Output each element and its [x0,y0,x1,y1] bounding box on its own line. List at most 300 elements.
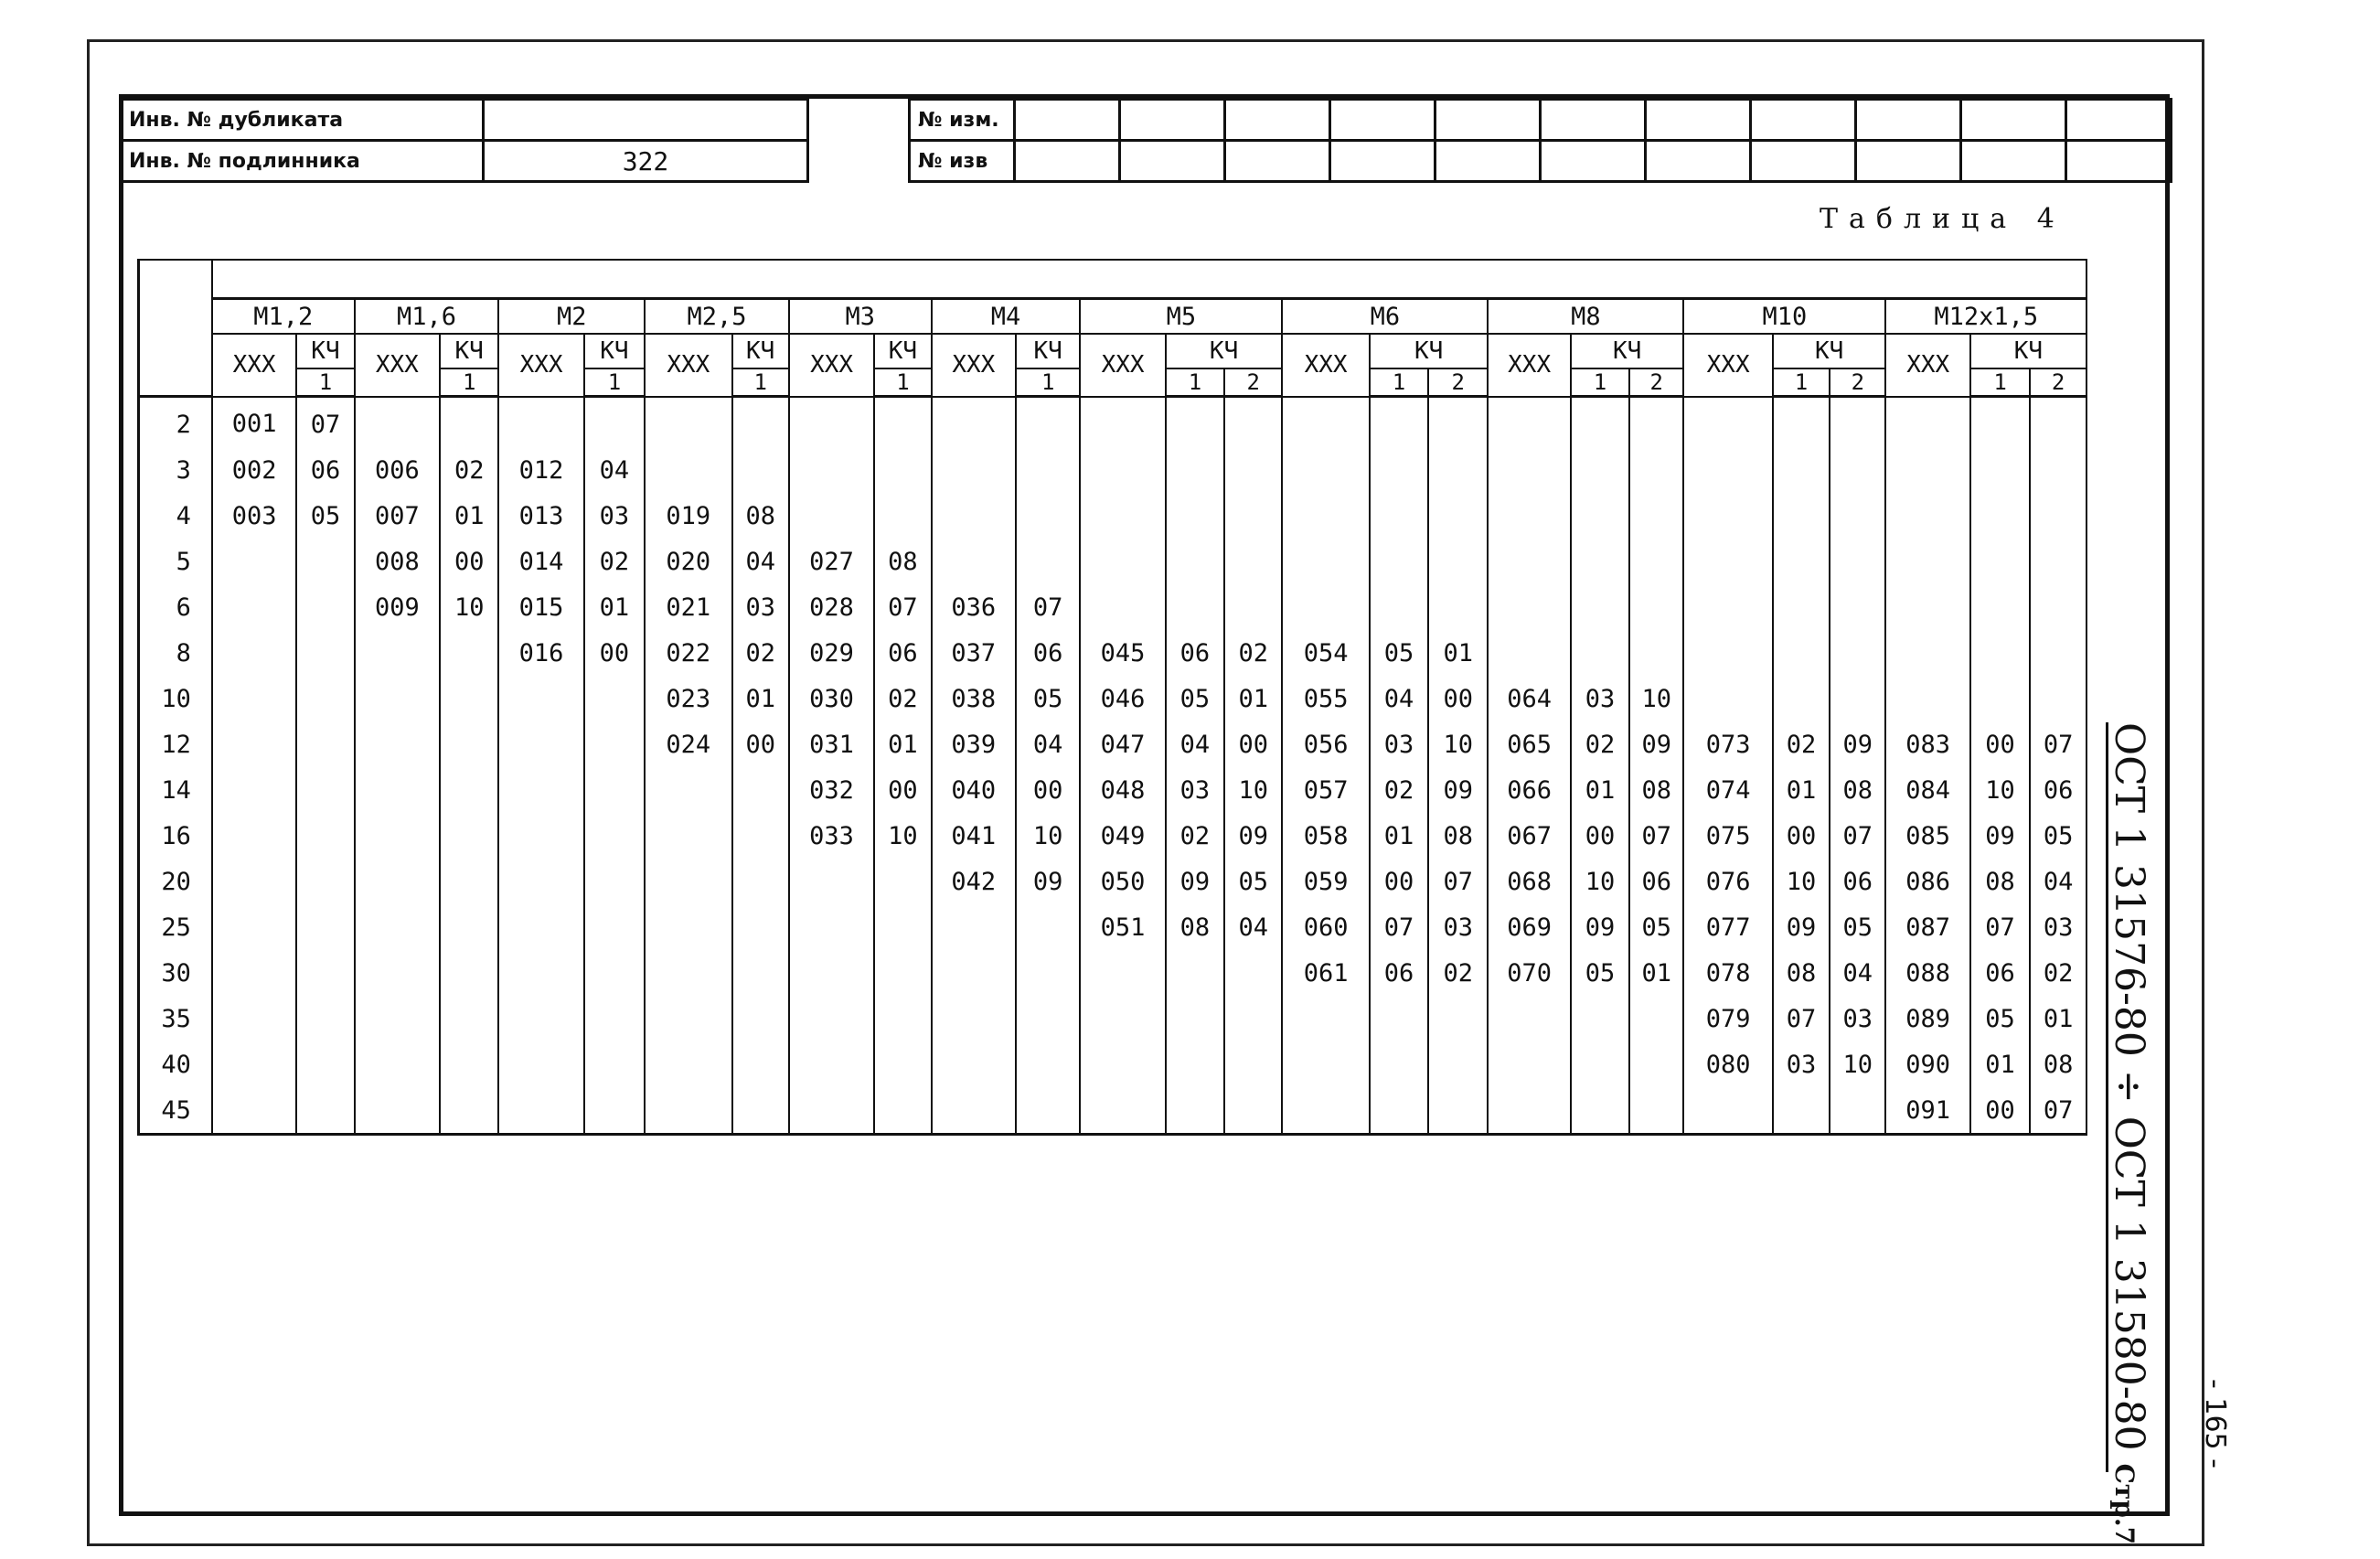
table-cell [732,397,789,448]
table-cell: 086 [1885,859,1969,904]
table-cell: 05 [1016,676,1080,721]
size-header: M3 [789,299,932,335]
kch-header: КЧ [1571,334,1684,368]
table-cell [1016,904,1080,950]
table-cell: 01 [1224,676,1282,721]
table-cell [1571,1041,1629,1087]
header-band [139,260,2087,299]
table-cell [584,813,645,859]
table-cell [1224,397,1282,448]
table-cell [440,1087,498,1135]
table-cell [1629,996,1683,1041]
table-cell [584,950,645,996]
table-cell: 10 [1428,721,1488,767]
table-cell: 00 [440,539,498,584]
table-cell [1224,493,1282,539]
table-cell: 07 [2030,721,2087,767]
table-cell: 07 [1016,584,1080,630]
table-cell: 061 [1282,950,1369,996]
size-header: M8 [1488,299,1683,335]
table-cell [1016,447,1080,493]
table-cell [1224,584,1282,630]
table-cell: 01 [1370,813,1428,859]
table-cell [1683,1087,1772,1135]
table-cell [1629,584,1683,630]
table-cell [789,996,874,1041]
table-cell [732,859,789,904]
table-cell [1428,1041,1488,1087]
table-cell: 045 [1080,630,1165,676]
table-cell [440,813,498,859]
kch-number: 1 [1571,368,1629,397]
table-cell [2030,584,2087,630]
table-cell [932,904,1016,950]
table-row [139,1041,2087,1087]
row-length-label: 14 [139,767,212,813]
table-cell [2030,493,2087,539]
size-header: M1,2 [212,299,355,335]
table-cell [1080,584,1165,630]
table-cell: 00 [874,767,931,813]
xxx-header: XXX [212,334,296,397]
table-cell: 09 [1629,721,1683,767]
table-cell: 00 [584,630,645,676]
table-cell: 09 [1016,859,1080,904]
table-cell [1166,397,1224,448]
table-cell: 075 [1683,813,1772,859]
row-length-label: 45 [139,1087,212,1135]
table-cell: 05 [1370,630,1428,676]
table-cell [498,1041,583,1087]
kch-number: 2 [1629,368,1683,397]
row-length-label: 5 [139,539,212,584]
table-cell [498,813,583,859]
kch-number: 1 [732,368,789,397]
table-cell [874,859,931,904]
table-cell [732,1041,789,1087]
table-cell [1683,397,1772,448]
table-cell: 07 [874,584,931,630]
table-cell: 014 [498,539,583,584]
table-cell: 00 [1370,859,1428,904]
table-row [139,904,2087,950]
table-cell [1166,950,1224,996]
table-cell: 012 [498,447,583,493]
table-cell [1166,1041,1224,1087]
table-cell [1016,539,1080,584]
table-row [139,584,2087,630]
table-cell: 09 [1773,904,1830,950]
table-cell [296,584,354,630]
row-length-label: 3 [139,447,212,493]
table-cell: 05 [1571,950,1629,996]
table-cell [1166,447,1224,493]
table-cell [1428,584,1488,630]
size-header-row [139,299,2087,335]
table-cell: 06 [1016,630,1080,676]
table-row [139,767,2087,813]
table-cell: 068 [1488,859,1570,904]
table-cell: 07 [1830,813,1885,859]
table-cell [355,996,440,1041]
table-cell: 00 [1773,813,1830,859]
sheet-page: Стр.7 [2109,1463,2140,1545]
table-cell [1488,1087,1570,1135]
table-cell: 078 [1683,950,1772,996]
table-cell [789,859,874,904]
table-cell: 00 [1970,721,2030,767]
table-cell: 060 [1282,904,1369,950]
table-cell [498,904,583,950]
table-cell [498,676,583,721]
table-cell: 09 [1428,767,1488,813]
row-length-label: 16 [139,813,212,859]
table-cell: 080 [1683,1041,1772,1087]
table-cell [732,813,789,859]
table-cell [584,676,645,721]
size-header: M2,5 [645,299,789,335]
table-cell [1016,493,1080,539]
xxx-header: XXX [355,334,440,397]
stamp-cell [1120,100,1225,141]
table-cell [874,1087,931,1135]
xxx-header: XXX [1282,334,1369,397]
table-row [139,859,2087,904]
table-cell [296,539,354,584]
table-cell: 006 [355,447,440,493]
table-cell [1166,996,1224,1041]
stamp-cell [1961,100,2066,141]
table-cell [1224,996,1282,1041]
table-cell [1282,584,1369,630]
table-cell [1773,493,1830,539]
table-cell [212,1087,296,1135]
table-cell: 008 [355,539,440,584]
kch-header: КЧ [1370,334,1489,368]
table-cell [732,447,789,493]
table-cell: 03 [1571,676,1629,721]
row-length-label: 4 [139,493,212,539]
table-cell: 058 [1282,813,1369,859]
table-cell [1683,539,1772,584]
table-cell: 085 [1885,813,1969,859]
table-cell [874,996,931,1041]
table-cell [584,859,645,904]
stamp-cell [1015,141,1120,182]
table-cell [1080,447,1165,493]
table-cell: 059 [1282,859,1369,904]
table-cell [296,1041,354,1087]
table-cell [498,950,583,996]
stamp-cell [1225,141,1330,182]
table-cell: 08 [732,493,789,539]
size-header: M4 [932,299,1081,335]
table-cell: 08 [1970,859,2030,904]
xxx-header: XXX [1683,334,1772,397]
table-cell [498,859,583,904]
table-cell [1683,493,1772,539]
table-cell [1970,539,2030,584]
table-cell [1571,1087,1629,1135]
table-cell: 08 [1428,813,1488,859]
row-length-label: 12 [139,721,212,767]
table-cell: 003 [212,493,296,539]
table-cell: 03 [1830,996,1885,1041]
stamp-value-original: 322 [484,141,808,182]
table-cell [2030,447,2087,493]
table-cell [1571,630,1629,676]
table-cell [1370,539,1428,584]
table-cell [584,1041,645,1087]
table-cell [645,950,731,996]
table-cell [1830,676,1885,721]
table-cell [440,950,498,996]
table-cell: 064 [1488,676,1570,721]
table-cell [874,950,931,996]
table-cell: 090 [1885,1041,1969,1087]
size-header: M2 [498,299,645,335]
table-cell: 02 [874,676,931,721]
table-cell: 070 [1488,950,1570,996]
table-cell: 00 [1428,676,1488,721]
table-cell: 066 [1488,767,1570,813]
table-cell [789,950,874,996]
table-cell [2030,676,2087,721]
xxx-header: XXX [1080,334,1165,397]
table-cell [1970,447,2030,493]
table-cell [212,767,296,813]
table-cell: 03 [1773,1041,1830,1087]
table-cell: 09 [1830,721,1885,767]
table-cell: 04 [732,539,789,584]
table-cell [498,996,583,1041]
table-cell [355,397,440,448]
table-cell: 05 [1830,904,1885,950]
table-cell: 056 [1282,721,1369,767]
stamp-cell [1120,141,1225,182]
table-cell [1773,1087,1830,1135]
table-cell [1370,584,1428,630]
table-cell [932,1087,1016,1135]
table-cell: 02 [1370,767,1428,813]
table-cell: 019 [645,493,731,539]
stamp-label-original: Инв. № подлинника [121,141,484,182]
table-cell: 10 [1830,1041,1885,1087]
table-cell [1080,539,1165,584]
xxx-header: XXX [498,334,583,397]
table-cell [789,1087,874,1135]
table-cell: 02 [1428,950,1488,996]
table-cell: 024 [645,721,731,767]
table-cell [1571,539,1629,584]
table-cell: 07 [1428,859,1488,904]
stamp-changes [908,98,2172,183]
table-cell: 089 [1885,996,1969,1041]
table-cell: 007 [355,493,440,539]
table-cell: 10 [1224,767,1282,813]
table-row [139,721,2087,767]
table-cell [584,996,645,1041]
table-cell: 033 [789,813,874,859]
page-number: - 165 - [2199,1379,2231,1468]
table-cell [584,767,645,813]
table-cell [789,904,874,950]
table-cell: 048 [1080,767,1165,813]
table-cell: 03 [732,584,789,630]
table-cell [1016,397,1080,448]
table-cell: 02 [440,447,498,493]
stamp-row-original [121,141,808,182]
corner-cell [139,260,212,397]
table-cell: 03 [1370,721,1428,767]
table-cell [645,1041,731,1087]
table-cell [212,539,296,584]
table-cell [1016,1041,1080,1087]
table-cell: 01 [874,721,931,767]
table-cell: 091 [1885,1087,1969,1135]
table-cell [212,721,296,767]
stamp-cell [1225,100,1330,141]
stamp-cell [1435,141,1541,182]
table-cell [212,950,296,996]
table-cell: 10 [440,584,498,630]
table-cell: 069 [1488,904,1570,950]
kch-number: 2 [1224,368,1282,397]
table-cell [1629,1041,1683,1087]
table-cell [440,630,498,676]
table-cell [932,950,1016,996]
table-cell [645,1087,731,1135]
table-cell: 02 [1571,721,1629,767]
table-cell [1166,584,1224,630]
table-cell: 001 [212,397,296,448]
table-cell: 040 [932,767,1016,813]
document-designation [2106,722,2154,1545]
table-cell [1629,493,1683,539]
table-cell [212,859,296,904]
table-cell: 08 [1773,950,1830,996]
table-cell [1166,493,1224,539]
table-cell [1282,493,1369,539]
stamp-cell [1435,100,1541,141]
table-caption: Таблица 4 [1820,203,2065,235]
table-cell [212,996,296,1041]
kch-header: КЧ [296,334,354,368]
table-cell: 036 [932,584,1016,630]
table-cell: 06 [2030,767,2087,813]
table-cell: 10 [1970,767,2030,813]
stamp-cell [1541,100,1646,141]
table-row [139,397,2087,448]
xxx-header: XXX [1885,334,1969,397]
table-cell [1080,996,1165,1041]
table-cell: 07 [1773,996,1830,1041]
table-cell: 04 [1166,721,1224,767]
table-cell [2030,539,2087,584]
table-cell: 05 [1629,904,1683,950]
table-row [139,950,2087,996]
table-cell: 05 [1224,859,1282,904]
table-cell [1885,584,1969,630]
table-cell [789,447,874,493]
row-length-label: 2 [139,397,212,448]
table-cell: 09 [1166,859,1224,904]
kch-header: КЧ [1773,334,1886,368]
table-cell [355,721,440,767]
table-cell [1885,397,1969,448]
table-cell: 02 [584,539,645,584]
table-cell [645,767,731,813]
table-cell [645,447,731,493]
table-cell [355,904,440,950]
stamp-row-change-number [910,100,2172,141]
table-cell: 04 [1370,676,1428,721]
table-cell [1683,676,1772,721]
table-cell [355,676,440,721]
table-cell [1629,1087,1683,1135]
table-cell: 05 [296,493,354,539]
table-cell: 03 [1428,904,1488,950]
header-band-cell [212,260,2087,299]
table-cell: 054 [1282,630,1369,676]
table-cell [1629,539,1683,584]
stamp-cell [1751,100,1856,141]
table-cell [789,1041,874,1087]
table-cell [789,397,874,448]
stamp-cell [1856,100,1961,141]
table-cell [1224,1087,1282,1135]
table-cell [1282,996,1369,1041]
table-cell: 06 [874,630,931,676]
table-cell [355,767,440,813]
table-cell [498,397,583,448]
table-cell [440,721,498,767]
table-cell [296,813,354,859]
table-cell [1488,493,1570,539]
table-cell: 002 [212,447,296,493]
table-cell: 01 [584,584,645,630]
table-cell: 10 [874,813,931,859]
table-cell [1224,447,1282,493]
table-cell [1224,950,1282,996]
table-cell: 08 [1830,767,1885,813]
table-row [139,1087,2087,1135]
table-cell [1488,397,1570,448]
size-header: M1,6 [355,299,499,335]
table-cell [440,1041,498,1087]
table-cell [212,813,296,859]
table-cell [584,397,645,448]
row-length-label: 8 [139,630,212,676]
table-cell: 06 [1166,630,1224,676]
table-cell [584,1087,645,1135]
table-cell: 03 [584,493,645,539]
table-cell [355,950,440,996]
table-cell [1830,1087,1885,1135]
xxx-header: XXX [1488,334,1570,397]
table-cell [1885,493,1969,539]
side-title-text [2106,722,2152,1544]
table-cell [932,996,1016,1041]
kch-number: 2 [1428,368,1488,397]
table-cell [1571,447,1629,493]
table-cell [1571,493,1629,539]
table-cell [932,397,1016,448]
table-cell: 06 [1970,950,2030,996]
table-cell: 049 [1080,813,1165,859]
table-cell [355,1041,440,1087]
kch-header: КЧ [1166,334,1283,368]
